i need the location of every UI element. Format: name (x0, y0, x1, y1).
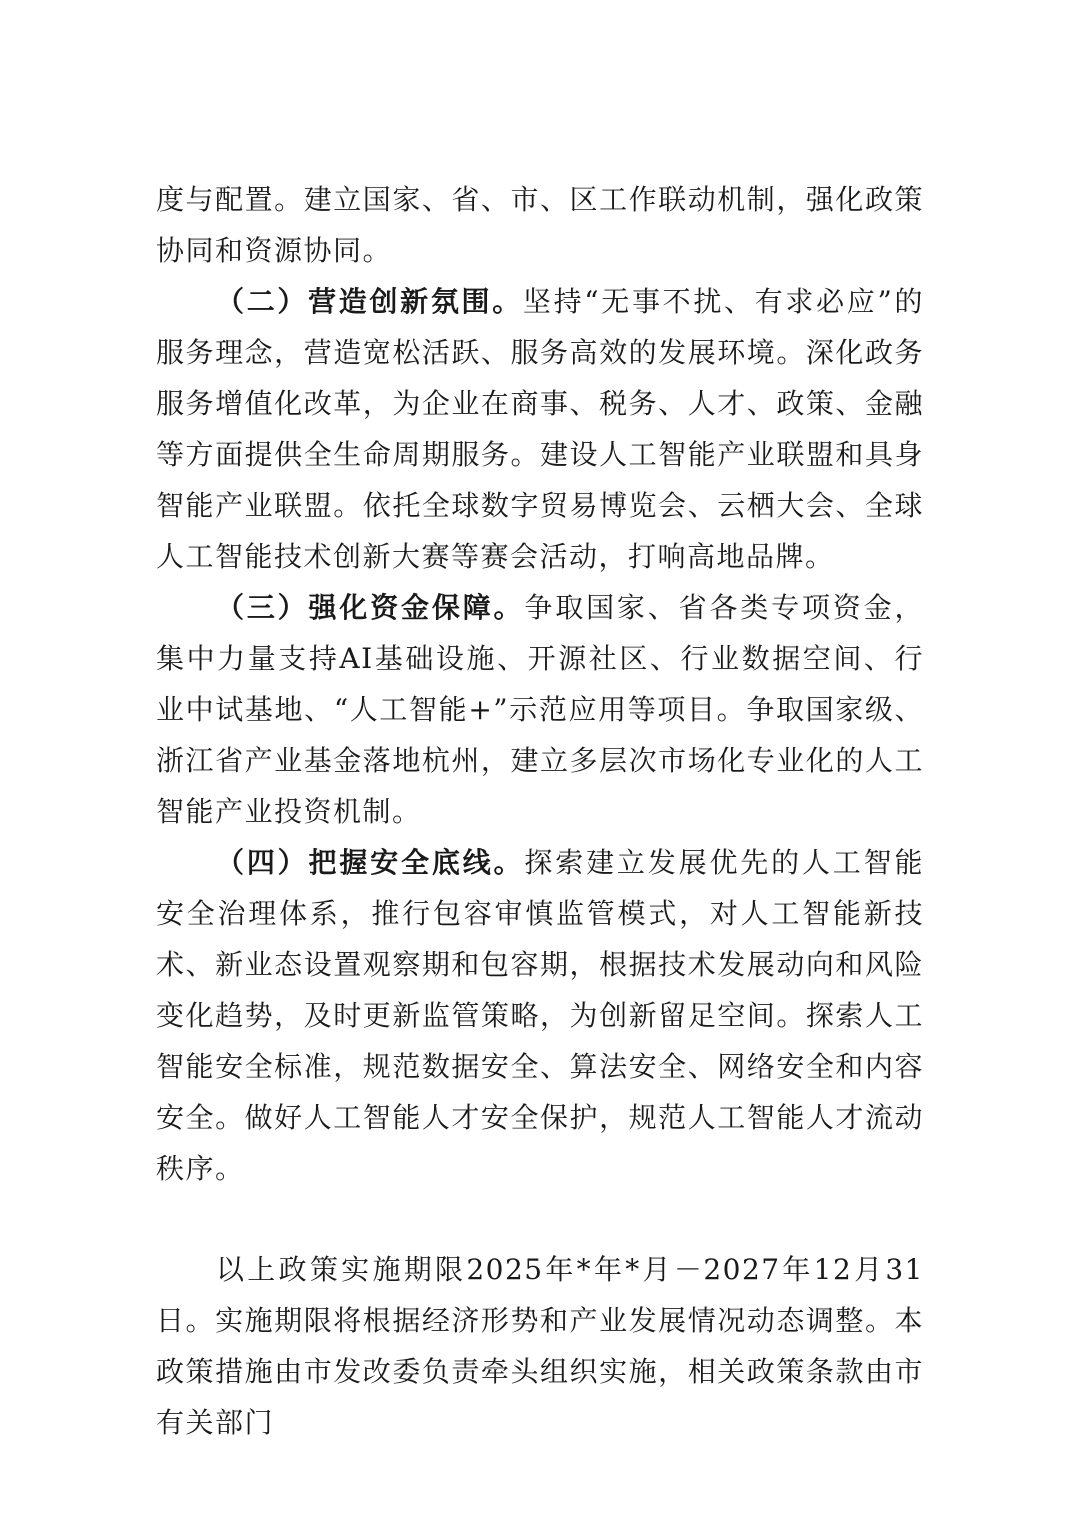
section-heading: （三）强化资金保障。 (216, 591, 525, 624)
paragraph-spacer (156, 1194, 924, 1244)
paragraph-text: 探索建立发展优先的人工智能安全治理体系，推行包容审慎监管模式，对人工智能新技术、新业态设置观察期和包容期，根据技术发展动向和风险变化趋势，及时更新监管策略，为创新留足空间。探索人工智能安全标准，规范数据安全、算法安全、网络安全和内容安全。做好人工智能人才安全保护，规范人工智能人才流动秩序。 (156, 846, 924, 1185)
section-heading: （四）把握安全底线。 (216, 846, 525, 879)
document-page (156, 174, 924, 1448)
paragraph-text: 度与配置。建立国家、省、市、区工作联动机制，强化政策协同和资源协同。 (156, 183, 924, 267)
section-heading: （二）营造创新氛围。 (216, 285, 523, 318)
paragraph-funding-guarantee (156, 582, 924, 837)
paragraph-text: 以上政策实施期限2025年*年*月－2027年12月31日。实施期限将根据经济形势和产业发展情况动态调整。本政策措施由市发改委负责牵头组织实施，相关政策条款由市有关部门 (156, 1253, 924, 1439)
paragraph-implementation-period (156, 1244, 924, 1448)
paragraph-text: 坚持“无事不扰、有求必应”的服务理念，营造宽松活跃、服务高效的发展环境。深化政务服务增值化改革，为企业在商事、税务、人才、政策、金融等方面提供全生命周期服务。建设人工智能产业联盟和具身智能产业联盟。依托全球数字贸易博览会、云栖大会、全球人工智能技术创新大赛等赛会活动，打响高地品牌。 (156, 285, 924, 573)
paragraph-innovation-atmosphere (156, 276, 924, 582)
paragraph-continuation (156, 174, 924, 276)
paragraph-text: 争取国家、省各类专项资金，集中力量支持AI基础设施、开源社区、行业数据空间、行业中试基地、“人工智能+”示范应用等项目。争取国家级、浙江省产业基金落地杭州，建立多层次市场化专业化的人工智能产业投资机制。 (156, 591, 924, 828)
paragraph-safety-baseline (156, 837, 924, 1194)
